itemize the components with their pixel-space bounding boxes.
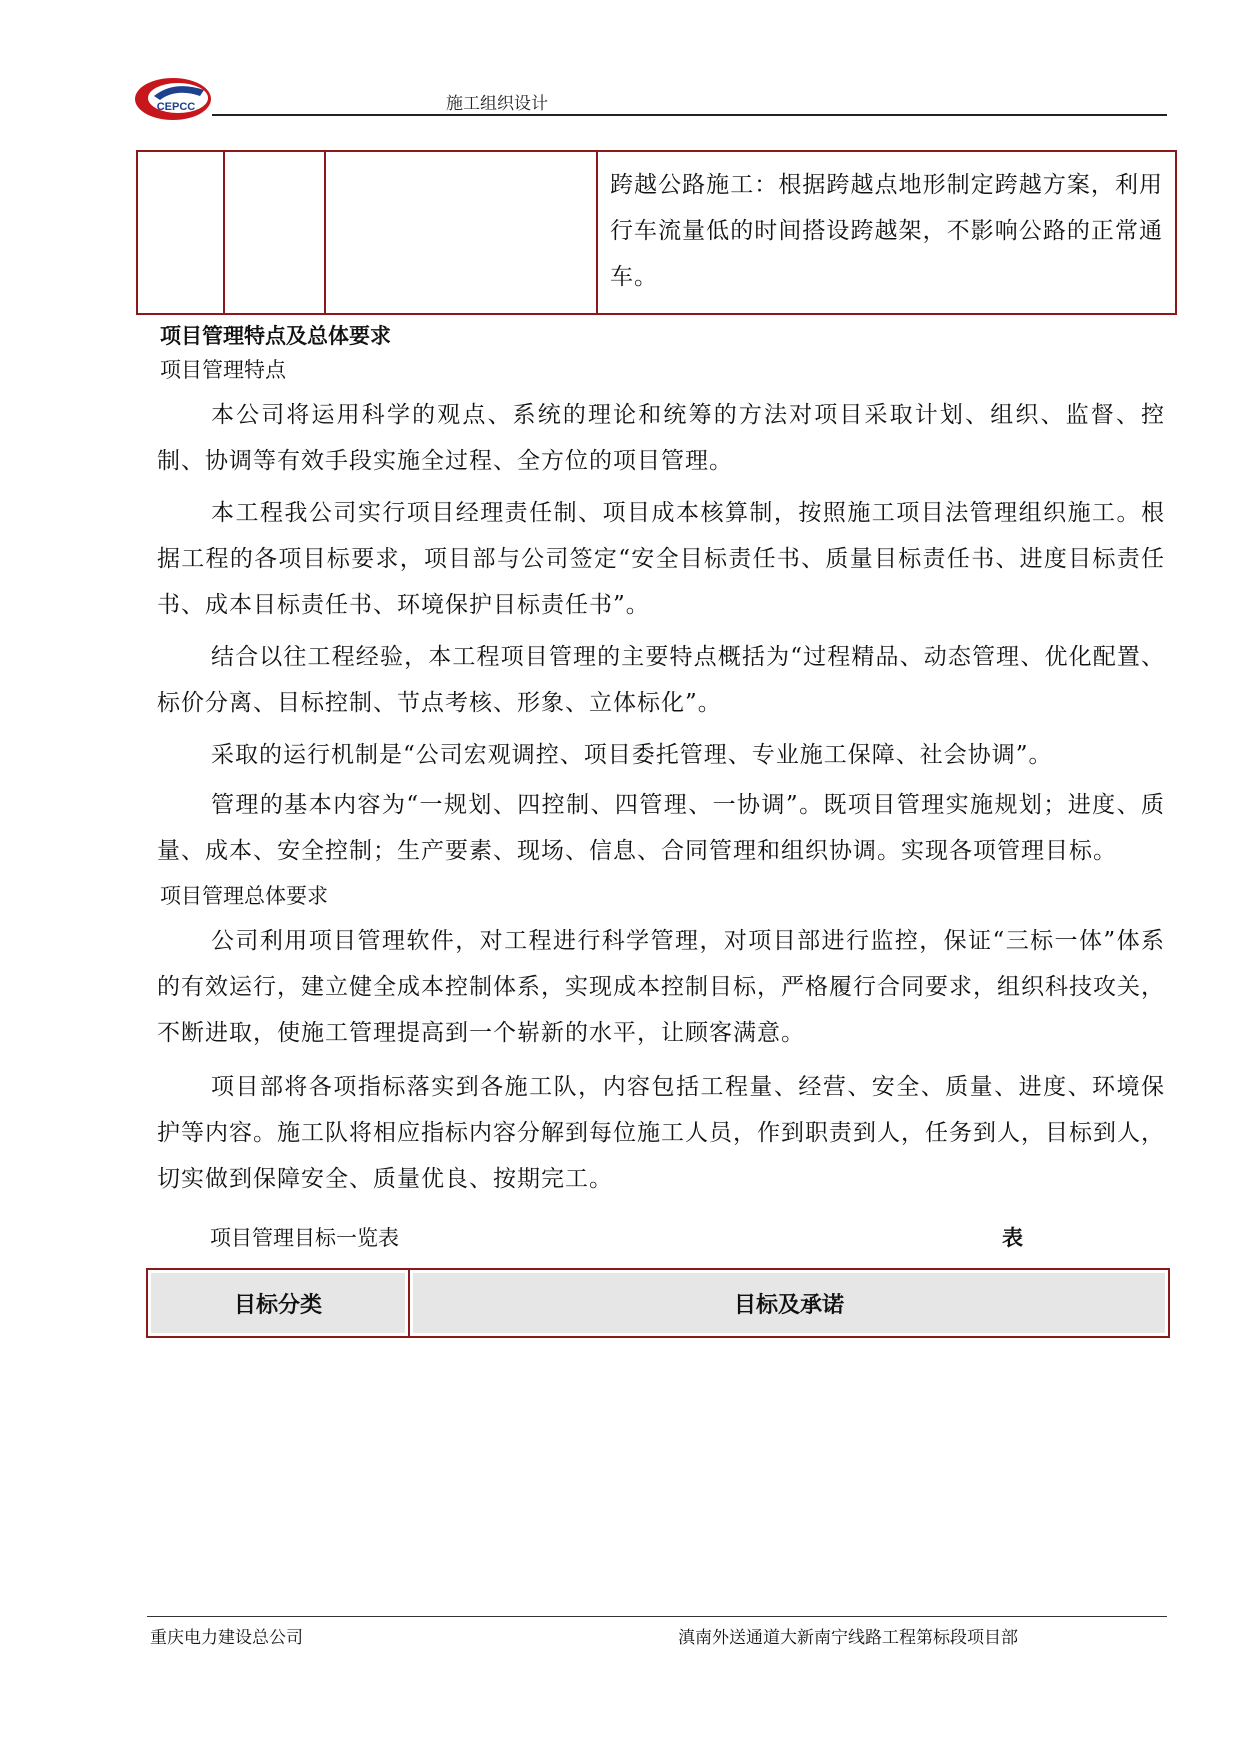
table-cell-empty xyxy=(224,151,325,314)
paragraph: 管理的基本内容为“一规划、四控制、四管理、一协调”。既项目管理实施规划；进度、质量、成本、安全控制；生产要素、现场、信息、合同管理和组织协调。实现各项管理目标。 xyxy=(157,792,1165,864)
footer-project: 滇南外送通道大新南宁线路工程第标段项目部 xyxy=(678,1628,1018,1648)
section-heading: 项目管理特点及总体要求 xyxy=(160,323,391,348)
paragraph: 公司利用项目管理软件，对工程进行科学管理，对项目部进行监控，保证“三标一体”体系的有效运行，建立健全成本控制体系，实现成本控制目标，严格履行合同要求，组织科技攻关，不断进取，使施工管理提高到一个崭新的水平，让顾客满意。 xyxy=(157,928,1165,1046)
table-caption: 项目管理目标一览表 xyxy=(210,1226,399,1250)
table-cell-empty xyxy=(137,151,224,314)
paragraph: 本工程我公司实行项目经理责任制、项目成本核算制，按照施工项目法管理组织施工。根据工程的各项目标要求，项目部与公司签定“安全目标责任书、质量目标责任书、进度目标责任书、成本目标责任书、环境保护目标责任书”。 xyxy=(157,500,1165,618)
table-cell-empty xyxy=(325,151,597,314)
paragraph: 采取的运行机制是“公司宏观调控、项目委托管理、专业施工保障、社会协调”。 xyxy=(211,742,1053,768)
table-caption-suffix: 表 xyxy=(1002,1225,1023,1250)
paragraph: 项目部将各项指标落实到各施工队，内容包括工程量、经营、安全、质量、进度、环境保护等内容。施工队将相应指标内容分解到每位施工人员，作到职责到人，任务到人，目标到人，切实做到保障安全、质量优良、按期完工。 xyxy=(157,1074,1165,1192)
footer-rule xyxy=(147,1616,1167,1617)
header-title: 施工组织设计 xyxy=(446,94,548,114)
goal-table xyxy=(146,1268,1170,1338)
subheading-features: 项目管理特点 xyxy=(160,358,286,382)
road-crossing-text: 跨越公路施工：根据跨越点地形制定跨越方案，利用行车流量低的时间搭设跨越架，不影响公路的正常通车。 xyxy=(597,151,1176,314)
column-header-category: 目标分类 xyxy=(147,1269,409,1337)
column-header-goals: 目标及承诺 xyxy=(409,1269,1169,1337)
subheading-requirements: 项目管理总体要求 xyxy=(160,884,328,908)
footer-company: 重庆电力建设总公司 xyxy=(150,1628,303,1648)
paragraph: 结合以往工程经验，本工程项目管理的主要特点概括为“过程精品、动态管理、优化配置、标价分离、目标控制、节点考核、形象、立体标化”。 xyxy=(157,644,1165,716)
header-rule xyxy=(212,114,1167,116)
paragraph: 本公司将运用科学的观点、系统的理论和统筹的方法对项目采取计划、组织、监督、控制、协调等有效手段实施全过程、全方位的项目管理。 xyxy=(157,402,1165,474)
logo-text: CEPCC xyxy=(156,101,196,113)
company-logo xyxy=(134,76,212,122)
continued-table xyxy=(136,150,1177,315)
